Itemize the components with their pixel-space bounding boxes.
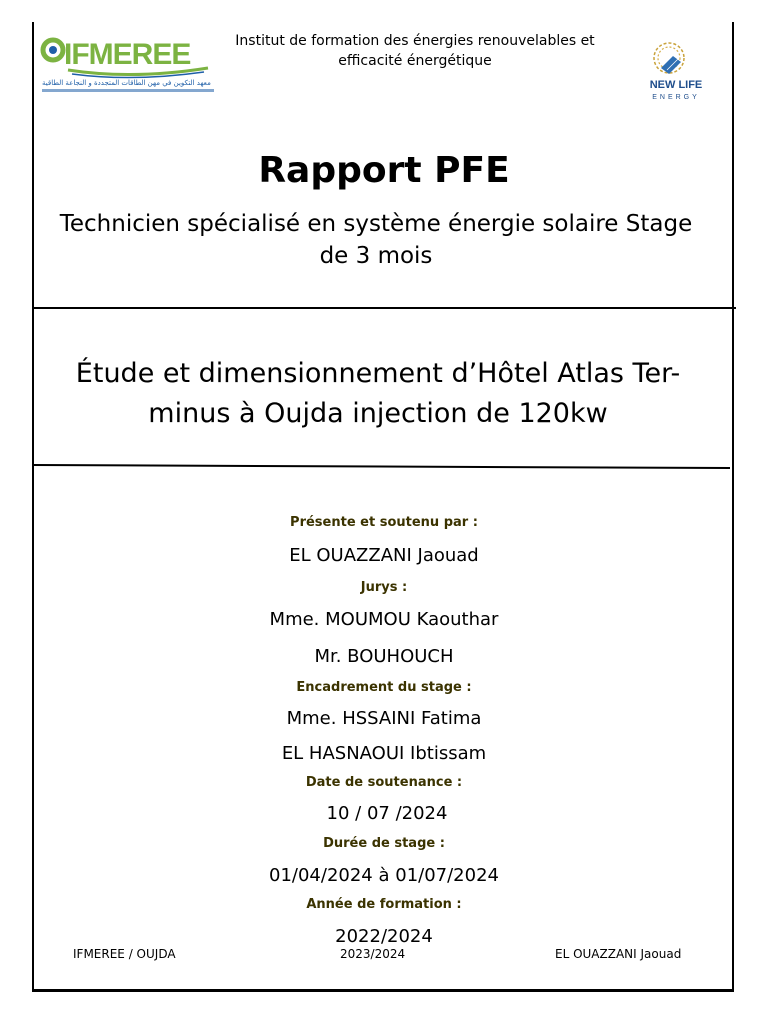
- new-life-logo-line2: ENERGY: [652, 94, 700, 101]
- divider-top: [32, 307, 736, 309]
- report-subtitle-line1: Technicien spécialisé en système énergie solaire Stage: [59, 211, 693, 237]
- ifmeree-arabic-text: معهد التكوين في مهن الطاقات المتجددة و النجاعة الطاقية: [42, 79, 211, 87]
- report-subtitle-line2: de 3 mois: [319, 243, 433, 269]
- footer-center: 2023/2024: [340, 947, 406, 961]
- new-life-logo-line1: NEW LIFE: [649, 79, 703, 91]
- jury-member-1: Mme. MOUMOU Kaouthar: [269, 609, 499, 630]
- training-year: 2022/2024: [335, 926, 433, 947]
- new-life-energy-logo-graphic: [636, 38, 716, 104]
- footer-left: IFMEREE / OUJDA: [73, 947, 176, 961]
- training-year-label: Année de formation :: [306, 897, 462, 912]
- jury-member-2: Mr. BOUHOUCH: [314, 646, 454, 667]
- institute-name-line2: efficacité énergétique: [338, 53, 492, 69]
- ifmeree-logo-graphic: [38, 30, 218, 96]
- footer-right: EL OUAZZANI Jaouad: [555, 947, 682, 961]
- ifmeree-logo-text: IFMEREE: [64, 38, 191, 71]
- project-title-line1: Étude et dimensionnement d’Hôtel Atlas Ter-: [75, 358, 681, 389]
- new-life-energy-logo: [636, 38, 716, 104]
- defense-date-label: Date de soutenance :: [305, 775, 463, 790]
- project-title: [38, 354, 718, 434]
- duration-label: Durée de stage :: [323, 836, 445, 851]
- defense-date: 10 / 07 /2024: [326, 803, 448, 824]
- institute-name: [210, 31, 620, 71]
- institute-name-line1: Institut de formation des énergies renouvelables et: [235, 33, 595, 49]
- supervisor-2: EL HASNAOUI Ibtissam: [281, 743, 487, 764]
- presented-by-label: Présente et soutenu par :: [290, 515, 478, 530]
- internship-duration: 01/04/2024 à 01/07/2024: [269, 865, 499, 886]
- supervision-label: Encadrement du stage :: [296, 680, 472, 695]
- student-name: EL OUAZZANI Jaouad: [289, 545, 479, 566]
- jury-label: Jurys :: [360, 580, 408, 595]
- supervisor-1: Mme. HSSAINI Fatima: [286, 708, 482, 729]
- report-subtitle: [56, 208, 696, 272]
- report-title: Rapport PFE: [258, 150, 510, 191]
- project-title-line2: minus à Oujda injection de 120kw: [148, 398, 608, 429]
- ifmeree-logo: [38, 30, 218, 96]
